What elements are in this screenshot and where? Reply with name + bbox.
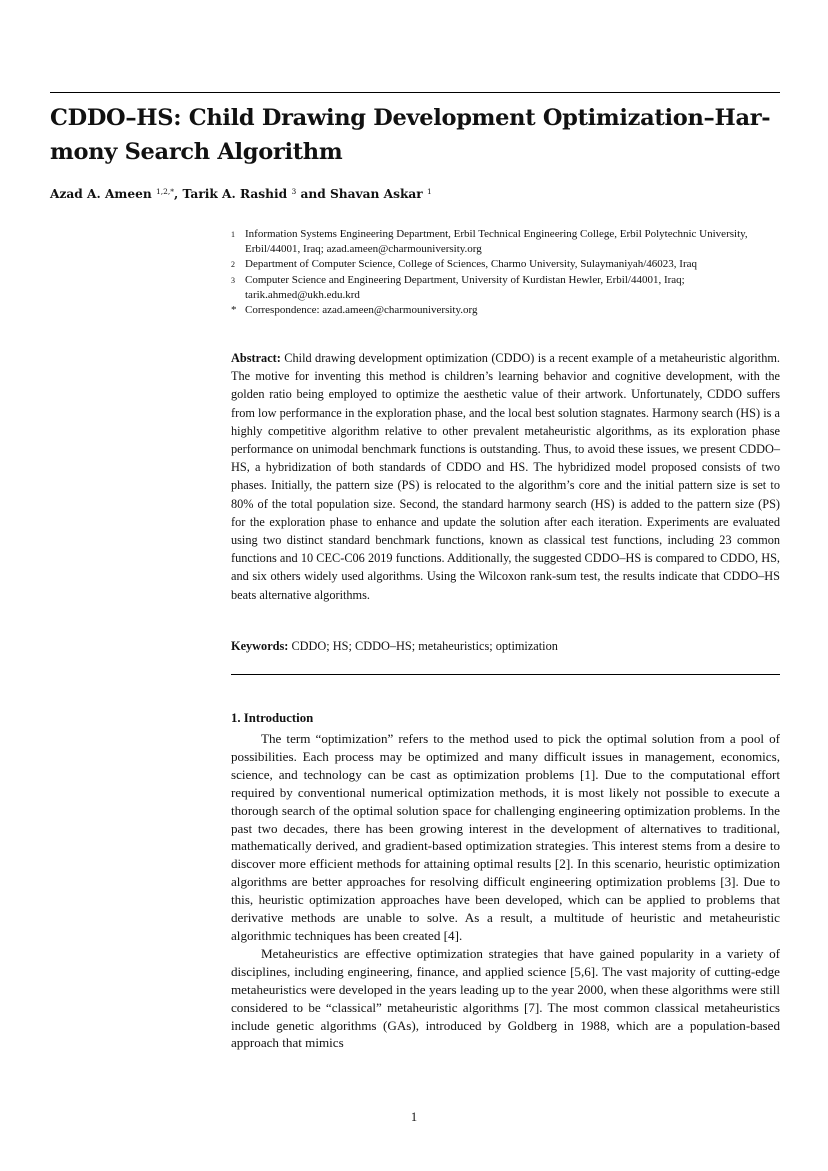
affiliation-marker: 3 <box>231 275 235 285</box>
author: Tarik A. Rashid $^3$ and <box>182 187 330 201</box>
affiliation-item <box>231 273 781 303</box>
correspondence-text: Correspondence: azad.ameen@charmouniversity.org <box>245 304 478 317</box>
section-heading: 1. Introduction <box>231 711 314 725</box>
affiliation-item <box>231 257 781 272</box>
correspondence <box>231 303 781 318</box>
affiliations <box>231 227 781 318</box>
affiliation-text: Computer Science and Engineering Department, University of Kurdistan Hewler, Erbil/44001, Iraq; tarik.ahmed@ukh.edu.krd <box>245 273 685 301</box>
keywords-label: Keywords: <box>231 639 289 653</box>
abstract-text: Child drawing development optimization (CDDO) is a recent example of a metaheuristic algorithm. The motive for inventing this method is children’s learning behavior and cognitive development, with the golden ratio being employed to optimize the aesthetic value of their artwork. Unfortunately, CDDO suffers from low performance in the exploration phase, and the local best solution stagnates. Harmony search (HS) is a highly competitive algorithm relative to other prevalent metaheuristic algorithms, as its exploration phase performance on unimodal benchmark functions is outstanding. Thus, to avoid these issues, we present CDDO–HS, a hybridization of both standards of CDDO and HS. The hybridized model proposed consists of two phases. Initially, the pattern size (PS) is relocated to the algorithm’s core and the initial pattern size is set to 80% of the total population size. Second, the standard harmony search (HS) is added to the pattern size (PS) for the exploration phase to enhance and update the solution after each iteration. Experiments are evaluated using two distinct standard benchmark functions, known as classical test functions, including 23 common functions and 10 CEC-C06 2019 functions. Additionally, the suggested CDDO–HS is compared to CDDO, HS, and six others widely used algorithms. Using the Wilcoxon rank-sum test, the results indicate that CDDO–HS beats alternative algorithms. <box>231 351 780 602</box>
author: Shavan Askar $^1$ <box>329 187 432 201</box>
section-body <box>231 730 780 1052</box>
abstract-label: Abstract: <box>231 351 281 365</box>
author-list <box>50 183 750 203</box>
affiliation-item <box>231 227 781 257</box>
affiliation-marker: 2 <box>231 260 235 270</box>
keywords-text: CDDO; HS; CDDO–HS; metaheuristics; optimization <box>291 639 558 653</box>
affiliation-marker: 1 <box>231 230 235 239</box>
affiliation-text: Department of Computer Science, College of Sciences, Charmo University, Sulaymaniyah/46023, Iraq <box>245 258 698 271</box>
abstract <box>231 349 780 604</box>
paragraph: The term “optimization” refers to the method used to pick the optimal solution from a pool of possibilities. Each process may be optimized and many difficult issues in management, economics, science, and technology can be cast as optimization problems [1]. Due to the computational effort required by conventional numerical optimization methods, it is most likely not possible to execute a thorough search of the optimal solution space for challenging engineering optimization problems. In the past two decades, there has been growing interest in the development of alternatives to traditional, mathematically derived, and gradient-based optimization strategies. This interest stems from a desire to discover more efficient methods for attaining optimal results [2]. In this scenario, heuristic optimization algorithms are better approaches for resolving difficult engineering optimization problems [3]. Due to this, heuristic optimization approaches have been developed, which can be applied to problems that derivative methods are unable to solve. As a result, a multitude of heuristic and metaheuristic algorithmic techniques has been created [4]. <box>231 731 780 943</box>
section-divider <box>231 674 780 675</box>
paper-title: CDDO–HS: Child Drawing Development Optimization–Har- mony Search Algorithm <box>50 105 771 165</box>
keywords <box>231 637 780 655</box>
affiliation-text: Information Systems Engineering Department, Erbil Technical Engineering College, Erbil Polytechnic University, Erbil/44001, Iraq; azad.ameen@charmouniversity.org <box>245 228 748 256</box>
author: Azad A. Ameen $^{1,2,*}$, <box>50 187 183 201</box>
correspondence-marker: * <box>231 304 237 317</box>
page-number: 1 <box>410 1110 418 1124</box>
paragraph: Metaheuristics are effective optimization strategies that have gained popularity in a variety of disciplines, including engineering, finance, and applied science [5,6]. The vast majority of cutting-edge metaheuristics were developed in the years leading up to the year 2000, when these algorithms were still considered to be “classical” metaheuristic algorithms [7]. The most common classical metaheuristics include genetic algorithms (GAs), introduced by Goldberg in 1988, which are a population-based approach that mimics <box>231 945 780 1051</box>
top-rule <box>50 92 780 93</box>
